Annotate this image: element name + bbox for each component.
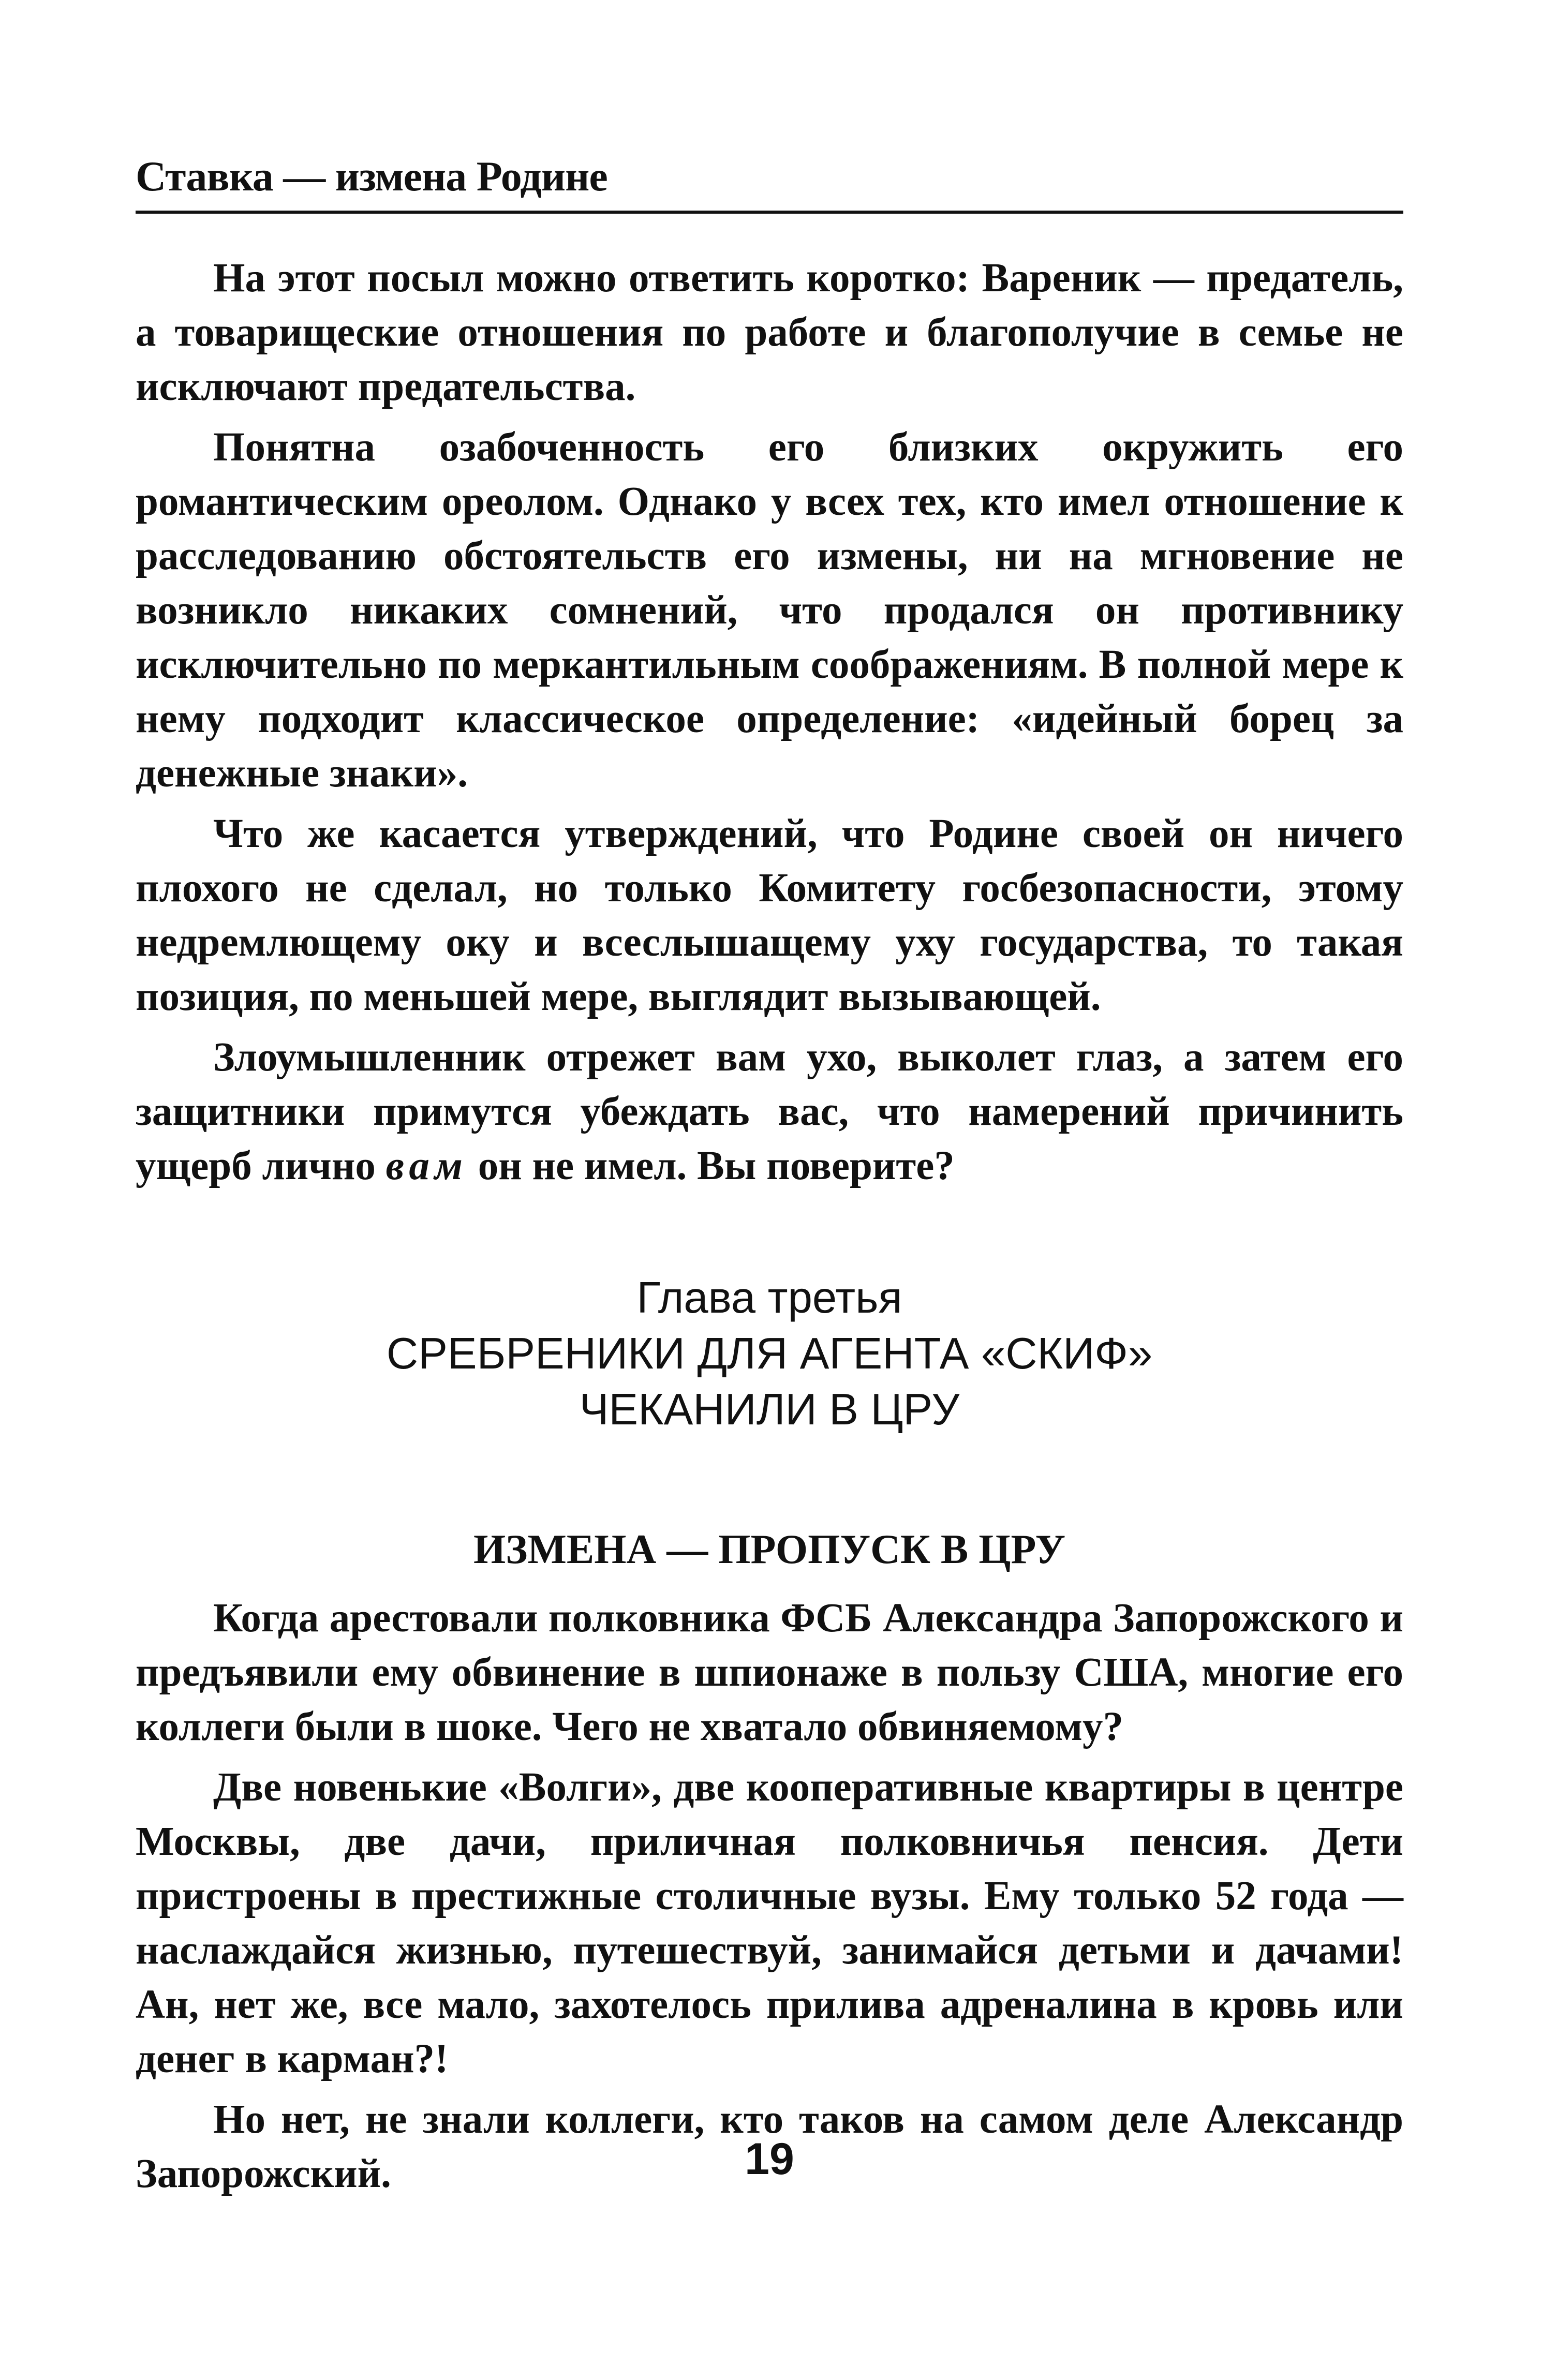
chapter-number: Глава третья [636, 1273, 902, 1322]
paragraph: Две новенькие «Волги», две кооперативные квартиры в центре Москвы, две дачи, приличная полковничья пенсия. Дети пристроены в престижные столичные вузы. Ему только 52 года — наслаждайся жизнью, путешествуй, занимайся детьми и дачами! Ан, нет же, все мало, захотелось прилива адреналина в кровь или денег в карман?! [136, 1765, 1403, 2081]
intro-text [136, 251, 1403, 1193]
chapter-title-line: СРЕБРЕНИКИ ДЛЯ АГЕНТА «СКИФ» [386, 1329, 1153, 1378]
paragraph: Но нет, не знали коллеги, кто таков на самом деле Александр Запорожский. [136, 2097, 1403, 2196]
paragraph-text: Злоумышленник отрежет вам ухо, выколет глаз, а затем его защитники примутся убеждать вас, что намерений причинить ущерб лично [136, 1035, 1403, 1188]
section-title: ИЗМЕНА — ПРОПУСК В ЦРУ [473, 1527, 1066, 1572]
header-rule [136, 211, 1403, 214]
paragraph: На этот посыл можно ответить коротко: Вареник — предатель, а товарищеские отношения по работе и благополучие в семье не исключают предательства. [136, 256, 1403, 409]
running-head: Ставка — измена Родине [136, 153, 607, 200]
paragraph-text: он не имел. Вы поверите? [467, 1143, 955, 1188]
chapter-heading [136, 1270, 1403, 1438]
paragraph [136, 1030, 1403, 1193]
paragraph: Когда арестовали полковника ФСБ Александра Запорожского и предъявили ему обвинение в шпионаже в пользу США, многие его коллеги были в шоке. Чего не хватало обвиняемому? [136, 1596, 1403, 1749]
emphasized-word: вам [386, 1143, 468, 1188]
chapter-title-line: ЧЕКАНИЛИ В ЦРУ [579, 1385, 960, 1434]
section-text [136, 1591, 1403, 2201]
page-number: 19 [745, 2134, 794, 2184]
paragraph: Что же касается утверждений, что Родине своей он ничего плохого не сделал, но только Комитету госбезопасности, этому недремлющему оку и всеслышащему уху государства, то такая позиция, по меньшей мере, выглядит вызывающей. [136, 811, 1403, 1019]
paragraph: Понятна озабоченность его близких окружить его романтическим ореолом. Однако у всех тех, кто имел отношение к расследованию обстоятельств его измены, ни на мгновение не возникло никаких сомнений, что продался он противнику исключительно по меркантильным соображениям. В полной мере к нему подходит классическое определение: «идейный борец за денежные знаки». [136, 425, 1403, 796]
